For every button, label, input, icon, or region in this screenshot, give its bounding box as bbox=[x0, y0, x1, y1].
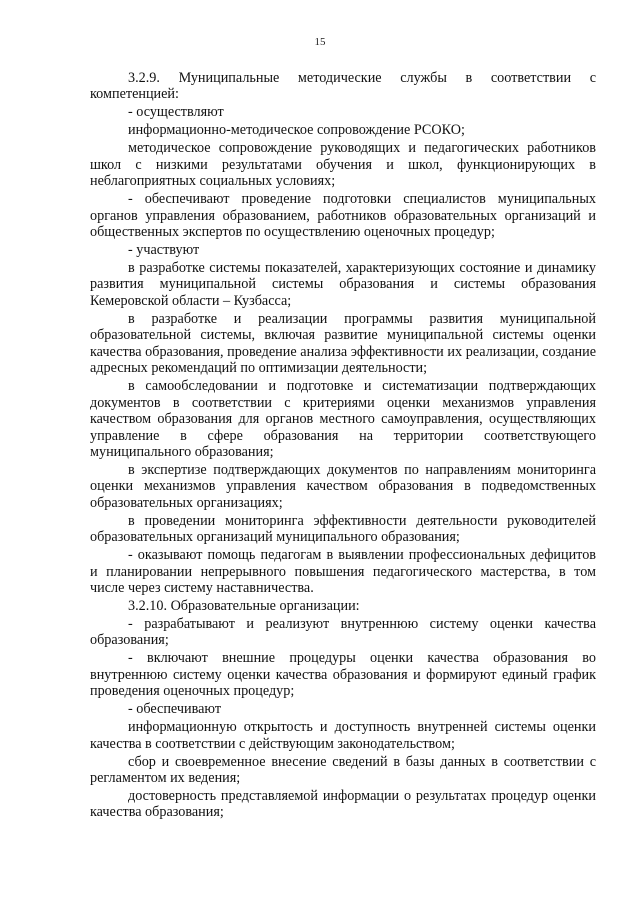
paragraph-reliability: достоверность представляемой информации о результатах процедур оценки качества образования; bbox=[90, 788, 596, 821]
paragraph-3-2-10-heading: 3.2.10. Образовательные организации: bbox=[128, 598, 360, 615]
paragraph-participate: - участвуют bbox=[128, 242, 200, 259]
paragraph-expertise: в экспертизе подтверждающих документов по направлениям мониторинга оценки механизмов управления качеством образования в подведомственных образовательных организациях; bbox=[90, 461, 596, 511]
paragraph-3-2-9-heading: 3.2.9. Муниципальные методические службы в соответствии с компетенцией: bbox=[90, 70, 596, 103]
paragraph-info-support: информационно-методическое сопровождение РСОКО; bbox=[128, 122, 465, 139]
paragraph-indicators: в разработке системы показателей, характеризующих состояние и динамику развития муниципальной системы образования и системы образования Кемеровской области – Кузбасса; bbox=[90, 259, 596, 309]
paragraph-provide: - обеспечивают bbox=[128, 701, 222, 718]
paragraph-method-support: методическое сопровождение руководящих и педагогических работников школ с низкими результатами обучения и школ, функционирующих в неблагоприятных социальных условиях; bbox=[90, 140, 596, 190]
paragraph-internal-system: - разрабатывают и реализуют внутреннюю систему оценки качества образования; bbox=[90, 616, 596, 649]
paragraph-monitoring: в проведении мониторинга эффективности деятельности руководителей образовательных организаций муниципального образования; bbox=[90, 512, 596, 546]
paragraph-training: - обеспечивают проведение подготовки специалистов муниципальных органов управления образованием, работников образовательных организаций и общественных экспертов по осуществлению оценочных процедур; bbox=[90, 191, 596, 241]
paragraph-teacher-help: - оказывают помощь педагогам в выявлении профессиональных дефицитов и планировании непрерывного повышения педагогического мастерства, в том числе через систему наставничества. bbox=[90, 547, 596, 597]
paragraph-external-procedures: - включают внешние процедуры оценки качества образования во внутреннюю систему оценки качества образования и формируют единый график проведения оценочных процедур; bbox=[90, 650, 596, 700]
paragraph-data-collection: сбор и своевременное внесение сведений в базы данных в соответствии с регламентом их ведения; bbox=[90, 753, 596, 787]
document-body bbox=[90, 70, 596, 822]
paragraph-development-program: в разработке и реализации программы развития муниципальной образовательной системы, включая развитие муниципальной системы оценки качества образования, проведение анализа эффективности их реализации, создание адресных рекомендаций по оптимизации деятельности; bbox=[90, 310, 596, 377]
paragraph-carry-out: - осуществляют bbox=[128, 104, 224, 121]
paragraph-openness: информационную открытость и доступность внутренней системы оценки качества в соответствии с действующим законодательством; bbox=[90, 719, 596, 752]
page-number: 15 bbox=[314, 36, 326, 48]
paragraph-self-examination: в самообследовании и подготовке и систематизации подтверждающих документов в соответствии с критериями оценки механизмов управления качеством образования для органов местного самоуправления, осуществляющих управление в сфере образования на территории соответствующего муниципального образования; bbox=[90, 378, 596, 460]
